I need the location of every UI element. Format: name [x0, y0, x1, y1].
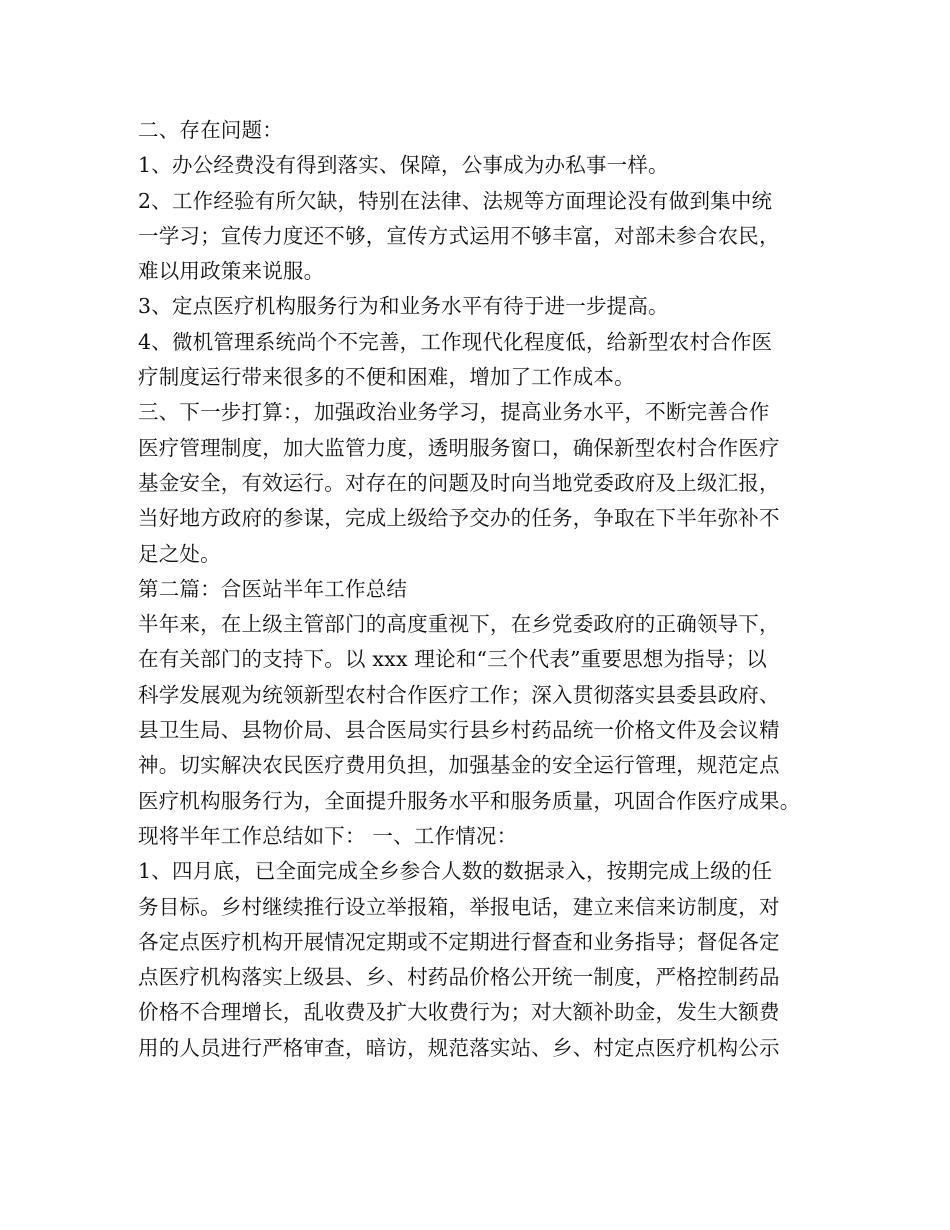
- paragraph-line: 基金安全，有效运行。对存在的问题及时向当地党委政府及上级汇报，: [138, 470, 780, 495]
- paragraph-line: 医疗机构服务行为，全面提升服务水平和服务质量，巩固合作医疗成果。: [138, 788, 801, 813]
- paragraph-line: 1、办公经费没有得到落实、保障，公事成为办私事一样。: [138, 153, 669, 178]
- document-body: [138, 113, 828, 1066]
- paragraph-line: 当好地方政府的参谋，完成上级给予交办的任务，争取在下半年弥补不: [138, 506, 780, 531]
- paragraph-line: 半年来，在上级主管部门的高度重视下，在乡党委政府的正确领导下，: [138, 612, 780, 637]
- paragraph-line: 点医疗机构落实上级县、乡、村药品价格公开统一制度，严格控制药品: [138, 965, 780, 990]
- paragraph-line: 一学习；宣传力度还不够，宣传方式运用不够丰富，对部未参合农民，: [138, 223, 780, 248]
- section-heading-work-status: 现将半年工作总结如下： 一、工作情况：: [138, 823, 518, 848]
- paragraph-line: 用的人员进行严格审查，暗访，规范落实站、乡、村定点医疗机构公示: [138, 1035, 780, 1060]
- paragraph-line: 科学发展观为统领新型农村合作医疗工作；深入贯彻落实县委县政府、: [138, 682, 780, 707]
- paragraph-line: 4、微机管理系统尚个不完善，工作现代化程度低，给新型农村合作医: [138, 329, 773, 354]
- paragraph-line: 价格不合理增长，乱收费及扩大收费行为；对大额补助金，发生大额费: [138, 1000, 780, 1025]
- paragraph-line: 足之处。: [138, 541, 221, 566]
- paragraph-line: 疗制度运行带来很多的不便和困难，增加了工作成本。: [138, 365, 635, 390]
- paragraph-line: 1、四月底，已全面完成全乡参合人数的数据录入，按期完成上级的任: [138, 859, 773, 884]
- paragraph-line: 在有关部门的支持下。以 xxx 理论和“三个代表”重要思想为指导；以: [138, 647, 767, 672]
- paragraph-line: 务目标。乡村继续推行设立举报箱，举报电话，建立来信来访制度，对: [138, 894, 780, 919]
- paragraph-line: 各定点医疗机构开展情况定期或不定期进行督查和业务指导；督促各定: [138, 929, 780, 954]
- paragraph-line: 2、工作经验有所欠缺，特别在法律、法规等方面理论没有做到集中统: [138, 188, 773, 213]
- paragraph-line: 县卫生局、县物价局、县合医局实行县乡村药品统一价格文件及会议精: [138, 718, 780, 743]
- paragraph-line: 3、定点医疗机构服务行为和业务水平有待于进一步提高。: [138, 294, 669, 319]
- paragraph-line: 难以用政策来说服。: [138, 259, 325, 284]
- paragraph-line: 神。切实解决农民医疗费用负担，加强基金的安全运行管理，规范定点: [138, 753, 780, 778]
- article-title-second: 第二篇：合医站半年工作总结: [138, 576, 408, 601]
- paragraph-line: 医疗管理制度，加大监管力度，透明服务窗口，确保新型农村合作医疗: [138, 435, 780, 460]
- section-heading-next-steps: 三、下一步打算：，加强政治业务学习，提高业务水平，不断完善合作: [138, 400, 770, 425]
- section-heading-problems: 二、存在问题：: [138, 118, 283, 142]
